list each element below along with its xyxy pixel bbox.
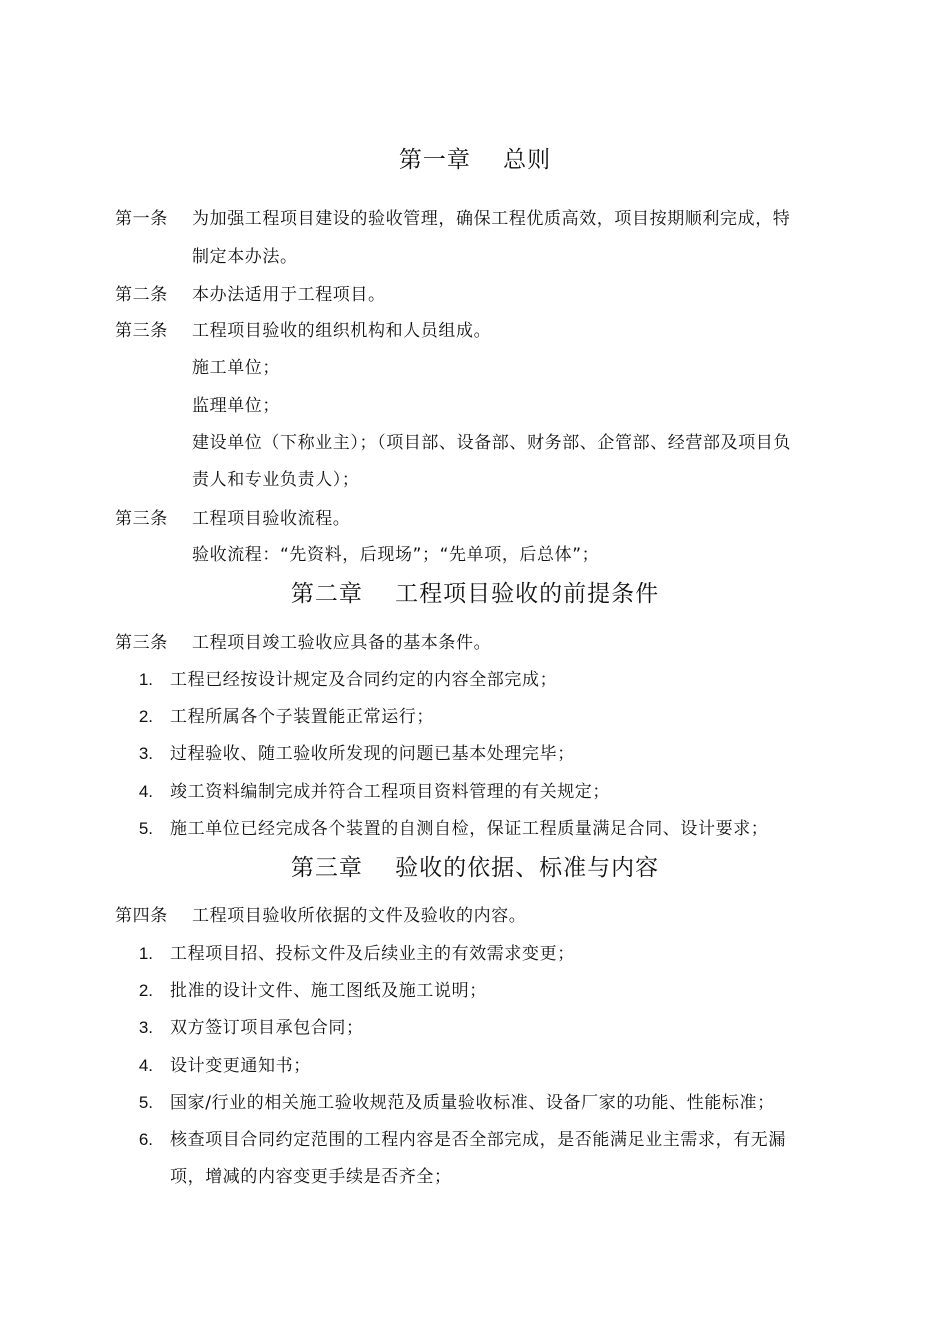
article-2-label: 第二条 [115, 285, 168, 305]
chapter-2-item-1-number: 1. [138, 670, 153, 689]
article-3-item-2: 监理单位； [192, 396, 280, 416]
chapter-2-item-3-text: 过程验收、随工验收所发现的问题已基本处理完毕； [170, 744, 575, 764]
chapter-3-item-3-number: 3. [138, 1018, 153, 1037]
article-2-text: 本办法适用于工程项目。 [192, 285, 386, 305]
article-3-item-1: 施工单位； [192, 358, 280, 378]
article-1-text-line2: 制定本办法。 [192, 247, 298, 267]
article-3-item-3-line1: 建设单位（下称业主）；（项目部、设备部、财务部、企管部、经营部及项目负 [192, 433, 791, 453]
chapter-3-item-5-number: 5. [138, 1093, 153, 1112]
chapter-2-item-2-number: 2. [138, 707, 153, 726]
chapter-2-title: 第二章 工程项目验收的前提条件 [290, 581, 660, 607]
chapter-3-article-label: 第四条 [115, 906, 168, 926]
chapter-2-item-5-text: 施工单位已经完成各个装置的自测自检，保证工程质量满足合同、设计要求； [170, 819, 769, 839]
chapter-3-item-1-text: 工程项目招、投标文件及后续业主的有效需求变更； [170, 944, 575, 964]
chapter-2-item-4-number: 4. [138, 782, 153, 801]
chapter-3-item-2-number: 2. [138, 981, 153, 1000]
article-3-item-3-line2: 责人和专业负责人）； [192, 470, 360, 490]
article-3b-label: 第三条 [115, 509, 168, 529]
chapter-3-item-6-text-line1: 核查项目合同约定范围的工程内容是否全部完成，是否能满足业主需求，有无漏 [170, 1130, 786, 1150]
chapter-3-item-5-text: 国家/行业的相关施工验收规范及质量验收标准、设备厂家的功能、性能标准； [170, 1093, 775, 1113]
chapter-3-item-4-text: 设计变更通知书； [170, 1056, 311, 1076]
chapter-2-article-text: 工程项目竣工验收应具备的基本条件。 [192, 633, 492, 653]
chapter-3-item-2-text: 批准的设计文件、施工图纸及施工说明； [170, 981, 487, 1001]
chapter-3-item-3-text: 双方签订项目承包合同； [170, 1018, 364, 1038]
chapter-2-item-2-text: 工程所属各个子装置能正常运行； [170, 707, 434, 727]
chapter-3-item-1-number: 1. [138, 944, 153, 963]
chapter-2-article-label: 第三条 [115, 633, 168, 653]
chapter-2-item-1-text: 工程已经按设计规定及合同约定的内容全部完成； [170, 670, 558, 690]
chapter-2-item-4-text: 竣工资料编制完成并符合工程项目资料管理的有关规定； [170, 782, 610, 802]
chapter-3-article-text: 工程项目验收所依据的文件及验收的内容。 [192, 906, 527, 926]
article-1-label: 第一条 [115, 209, 168, 229]
article-3-text: 工程项目验收的组织机构和人员组成。 [192, 321, 492, 341]
chapter-2-item-3-number: 3. [138, 744, 153, 763]
chapter-1-title: 第一章 总则 [398, 147, 552, 173]
article-1-text-line1: 为加强工程项目建设的验收管理，确保工程优质高效，项目按期顺利完成，特 [192, 209, 791, 229]
chapter-3-item-6-number: 6. [138, 1130, 153, 1149]
chapter-2-item-5-number: 5. [138, 819, 153, 838]
article-3b-text: 工程项目验收流程。 [192, 509, 351, 529]
chapter-3-title: 第三章 验收的依据、标准与内容 [290, 855, 660, 881]
chapter-3-item-6-text-line2: 项，增减的内容变更手续是否齐全； [170, 1167, 452, 1187]
chapter-3-item-4-number: 4. [138, 1056, 153, 1075]
article-3b-sub: 验收流程：“先资料，后现场”；“先单项，后总体”； [192, 545, 600, 565]
article-3-label: 第三条 [115, 321, 168, 341]
